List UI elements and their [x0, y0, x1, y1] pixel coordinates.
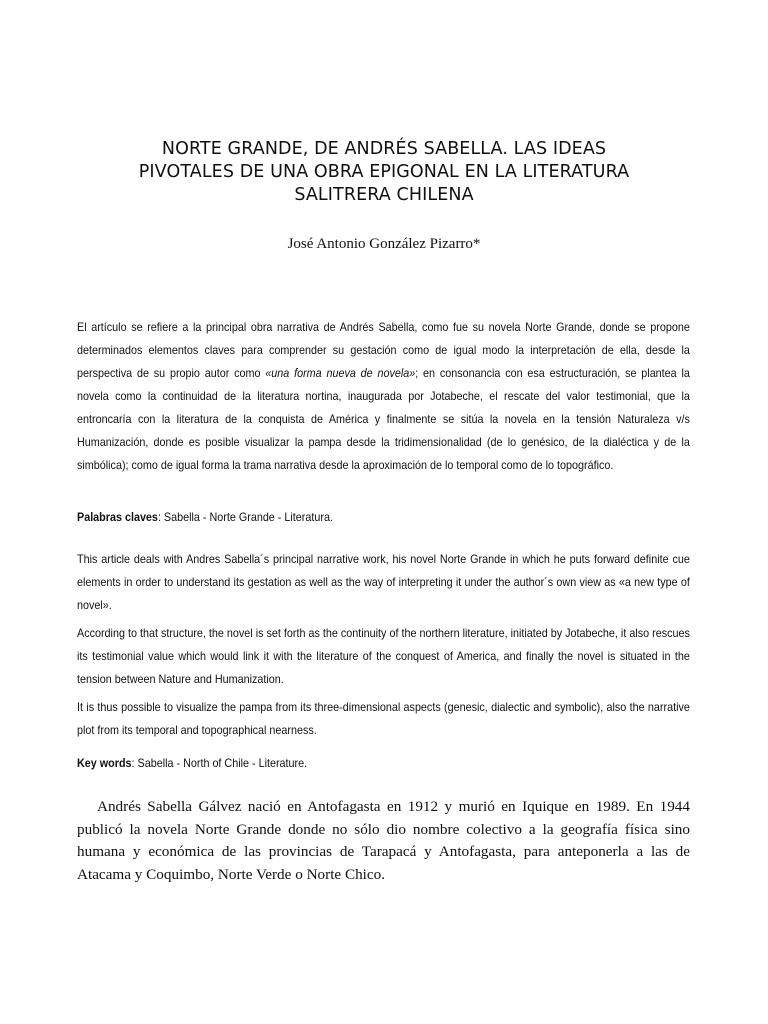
title-line-2: PIVOTALES DE UNA OBRA EPIGONAL EN LA LITERATURA [138, 162, 630, 182]
title-line-3: SALITRERA CHILENA [294, 185, 474, 205]
keywords-spanish [77, 506, 690, 529]
title-line-1: NORTE GRANDE, DE ANDRÉS SABELLA. LAS IDEAS [161, 139, 607, 159]
author-name: José Antonio González Pizarro* [287, 236, 481, 252]
abstract-es-text-1: El artículo se refiere a la principal obra narrativa de Andrés Sabella, como fue su novela Norte Grande, donde se propone determinados elementos claves para comprender su gestación como de igual modo la interpretación de ella, desde la perspectiva de su propio autor como [77, 321, 690, 380]
keywords-es-label: Palabras claves [77, 511, 158, 524]
abstract-english-paragraph-3: It is thus possible to visualize the pampa from its three-dimensional aspects (genesic, dialectic and symbolic), also the narrative plot from its temporal and topographical nearness. [77, 701, 690, 737]
article-title [100, 138, 668, 207]
keywords-english [77, 752, 690, 775]
abstract-english-paragraph-2: According to that structure, the novel is set forth as the continuity of the northern literature, initiated by Jotabeche, it also rescues its testimonial value which would link it with the literature of the conquest of America, and finally the novel is situated in the tension between Nature and Humanization. [77, 627, 690, 686]
keywords-es-text: : Sabella - Norte Grande - Literatura. [157, 511, 333, 524]
keywords-en-label: Key words [77, 757, 132, 770]
abstract-es-quote: «una forma nueva de novela» [265, 367, 416, 380]
keywords-en-text: : Sabella - North of Chile - Literature. [131, 757, 308, 770]
abstract-spanish [77, 316, 690, 477]
main-body-paragraph: Andrés Sabella Gálvez nació en Antofagasta en 1912 y murió en Iquique en 1989. En 1944 publicó la novela Norte Grande donde no sólo dio nombre colectivo a la geografía física sino humana y económica de las provincias de Tarapacá y Antofagasta, para anteponerla a las de Atacama y Coquimbo, Norte Verde o Norte Chico. [77, 798, 690, 883]
abstract-es-text-2: ; en consonancia con esa estructuración, se plantea la novela como la continuidad de la literatura nortina, inaugurada por Jotabeche, el rescate del valor testimonial, que la entroncaría con la literatura de la conquista de América y finalmente se sitúa la novela en la tensión Naturaleza v/s Humanización, donde es posible visualizar la pampa desde la tridimensionalidad (de lo genésico, de la dialéctica y de la simbólica); como de igual forma la trama narrativa desde la aproximación de lo temporal como de lo topográfico. [77, 367, 690, 472]
abstract-english-paragraph-1: This article deals with Andres Sabella´s principal narrative work, his novel Norte Grande in which he puts forward definite cue elements in order to understand its gestation as well as the way of interpreting it under the author´s own view as «a new type of novel». [77, 553, 690, 612]
